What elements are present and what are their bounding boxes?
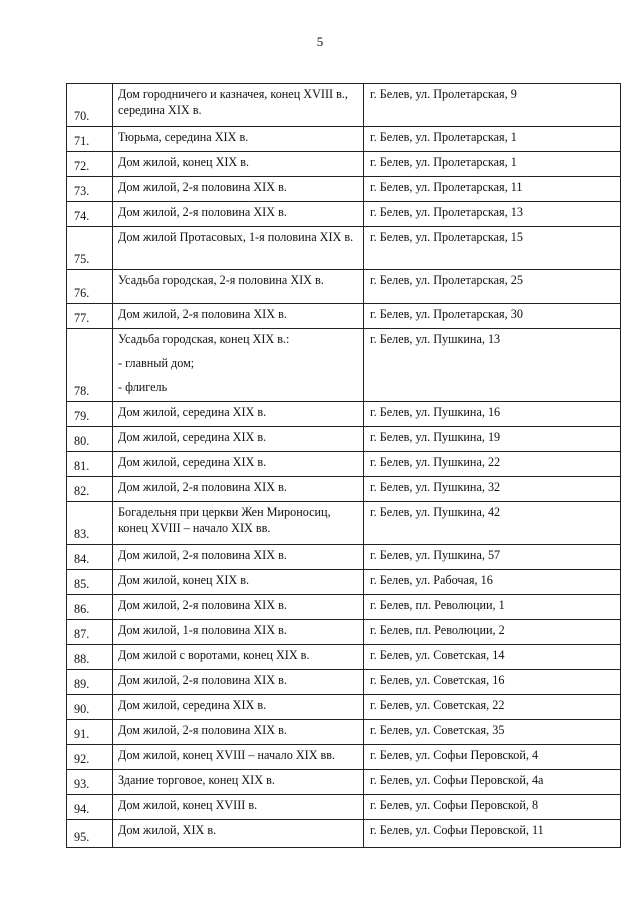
row-number: 72. [67,152,113,177]
object-name: Дом жилой Протасовых, 1-я половина XIX в. [113,227,364,270]
table-row [67,427,621,452]
object-address: г. Белев, ул. Пушкина, 16 [364,402,621,427]
object-name: Дом жилой, середина XIX в. [113,695,364,720]
object-name: Дом жилой, конец XVIII в. [113,795,364,820]
object-address: г. Белев, ул. Пролетарская, 25 [364,270,621,304]
object-name: Усадьба городская, конец XIX в.: [118,332,290,346]
row-number: 92. [67,745,113,770]
object-name-group [113,329,364,402]
table-row [67,570,621,595]
row-number: 79. [67,402,113,427]
table-row [67,695,621,720]
object-name: Дом жилой, конец XIX в. [113,152,364,177]
object-address: г. Белев, ул. Софьи Перовской, 8 [364,795,621,820]
object-name: Здание торговое, конец XIX в. [113,770,364,795]
object-address: г. Белев, ул. Пушкина, 42 [364,502,621,545]
row-number: 86. [67,595,113,620]
row-number: 71. [67,127,113,152]
object-name: Дом жилой, середина XIX в. [113,427,364,452]
object-name: Дом жилой, 2-я половина XIX в. [113,545,364,570]
table-row [67,745,621,770]
object-address: г. Белев, ул. Пушкина, 57 [364,545,621,570]
table-row [67,452,621,477]
object-name: Дом жилой, 2-я половина XIX в. [113,670,364,695]
object-address: г. Белев, ул. Пушкина, 32 [364,477,621,502]
row-number: 95. [67,820,113,848]
row-number: 90. [67,695,113,720]
table-row [67,477,621,502]
object-address: г. Белев, ул. Советская, 35 [364,720,621,745]
row-number: 76. [67,270,113,304]
row-number: 75. [67,227,113,270]
table-row [67,770,621,795]
table-row [67,177,621,202]
object-address: г. Белев, ул. Пролетарская, 11 [364,177,621,202]
object-name: Богадельня при церкви Жен Мироносиц, конец XVIII – начало XIX вв. [113,502,364,545]
table-row [67,795,621,820]
object-address: г. Белев, ул. Советская, 16 [364,670,621,695]
row-number: 85. [67,570,113,595]
row-number: 73. [67,177,113,202]
object-name: Усадьба городская, 2-я половина XIX в. [113,270,364,304]
table-row [67,227,621,270]
object-name: Дом жилой, 2-я половина XIX в. [113,177,364,202]
row-number: 70. [67,84,113,127]
table-row [67,84,621,127]
object-address: г. Белев, ул. Софьи Перовской, 4 [364,745,621,770]
object-name: Тюрьма, середина XIX в. [113,127,364,152]
object-name: Дом жилой, середина XIX в. [113,402,364,427]
table-row [67,304,621,329]
object-address: г. Белев, ул. Пролетарская, 13 [364,202,621,227]
object-address: г. Белев, ул. Рабочая, 16 [364,570,621,595]
object-part-main-house: - главный дом; [118,356,195,370]
table-row [67,720,621,745]
row-number: 89. [67,670,113,695]
row-number: 91. [67,720,113,745]
object-name: Дом жилой, 2-я половина XIX в. [113,595,364,620]
row-number: 84. [67,545,113,570]
object-address: г. Белев, ул. Пролетарская, 9 [364,84,621,127]
object-address: г. Белев, ул. Советская, 22 [364,695,621,720]
object-name: Дом городничего и казначея, конец XVIII в., середина XIX в. [113,84,364,127]
object-part-outbuilding: - флигель [118,380,168,394]
object-address: г. Белев, пл. Революции, 2 [364,620,621,645]
object-name: Дом жилой, конец XVIII – начало XIX вв. [113,745,364,770]
object-address: г. Белев, ул. Софьи Перовской, 4а [364,770,621,795]
object-name: Дом жилой, середина XIX в. [113,452,364,477]
object-address: г. Белев, пл. Революции, 1 [364,595,621,620]
row-number: 88. [67,645,113,670]
object-name: Дом жилой, конец XIX в. [113,570,364,595]
table-row [67,127,621,152]
object-name: Дом жилой с воротами, конец XIX в. [113,645,364,670]
table-row [67,152,621,177]
table-row [67,595,621,620]
object-name: Дом жилой, 1-я половина XIX в. [113,620,364,645]
object-address: г. Белев, ул. Пушкина, 22 [364,452,621,477]
heritage-registry-table [66,83,621,848]
row-number: 80. [67,427,113,452]
page-number: 5 [316,34,324,49]
object-name: Дом жилой, XIX в. [113,820,364,848]
object-address: г. Белев, ул. Советская, 14 [364,645,621,670]
table-row [67,545,621,570]
object-name: Дом жилой, 2-я половина XIX в. [113,304,364,329]
object-address: г. Белев, ул. Пролетарская, 1 [364,127,621,152]
object-address: г. Белев, ул. Пролетарская, 1 [364,152,621,177]
table-row [67,270,621,304]
row-number: 78. [67,329,113,402]
object-address: г. Белев, ул. Софьи Перовской, 11 [364,820,621,848]
table-row [67,670,621,695]
object-name: Дом жилой, 2-я половина XIX в. [113,477,364,502]
row-number: 81. [67,452,113,477]
row-number: 94. [67,795,113,820]
object-address: г. Белев, ул. Пушкина, 13 [364,329,621,402]
object-address: г. Белев, ул. Пролетарская, 30 [364,304,621,329]
table-row [67,202,621,227]
row-number: 93. [67,770,113,795]
row-number: 83. [67,502,113,545]
row-number: 77. [67,304,113,329]
table-row [67,820,621,848]
row-number: 87. [67,620,113,645]
object-address: г. Белев, ул. Пролетарская, 15 [364,227,621,270]
object-address: г. Белев, ул. Пушкина, 19 [364,427,621,452]
row-number: 82. [67,477,113,502]
table-row [67,329,621,402]
table-row [67,502,621,545]
table-row [67,645,621,670]
table-row [67,402,621,427]
object-name: Дом жилой, 2-я половина XIX в. [113,720,364,745]
table-row [67,620,621,645]
object-name: Дом жилой, 2-я половина XIX в. [113,202,364,227]
row-number: 74. [67,202,113,227]
